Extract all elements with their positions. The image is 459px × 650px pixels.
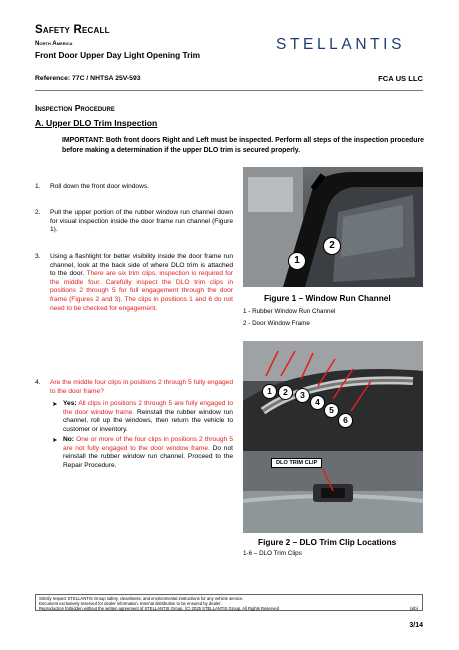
footer-line: Strictly respect STELLANTIS Group safety, cleanliness, and environmental instructions for any vehicle service.	[39, 596, 244, 601]
step-text: Are the middle four clips in positions 2 through 5 fully engaged to the door frame?	[50, 379, 233, 395]
important-note: IMPORTANT: Both front doors Right and Left must be inspected. Perform all steps of the inspection procedure before making a determination if the upper DLO trim is secured properly.	[62, 137, 424, 154]
stellantis-logo: STELLANTIS	[276, 36, 406, 53]
arrow-bullet-icon: ➤	[52, 437, 58, 444]
callout-5: 5	[324, 403, 339, 418]
header-divider	[35, 90, 423, 91]
callout-1: 1	[262, 384, 277, 399]
section-title: Inspection Procedure	[35, 103, 115, 113]
figure-2-legend: 1-6 – DLO Trim Clips	[243, 550, 302, 557]
footer-line: Document exclusively reserved for dealer information. Internal distribution to be ensured by dealer.	[39, 601, 222, 607]
page-number: 3/14	[409, 622, 423, 629]
reference-number: Reference: 77C / NHTSA 25V-593	[35, 75, 141, 82]
document-title: Safety Recall	[35, 24, 110, 36]
answer-text-red: One or more of the four clips in positions 2 through 5 are not fully engaged to the door window frame.	[63, 436, 233, 452]
figure-1-photo	[243, 167, 423, 287]
footer-code: (xlb)	[409, 606, 418, 611]
company-name: FCA US LLC	[378, 74, 423, 83]
figure-2-caption: Figure 2 – DLO Trim Clip Locations	[258, 537, 397, 547]
document-subtitle: Front Door Upper Day Light Opening Trim	[35, 50, 201, 60]
figure-1-legend: 1 - Rubber Window Run Channel	[243, 308, 336, 315]
callout-2: 2	[323, 237, 341, 255]
step-number: 2.	[35, 209, 41, 216]
step-text	[50, 253, 233, 313]
step-number: 1.	[35, 183, 41, 190]
step-number: 4.	[35, 379, 41, 386]
figure-1-caption: Figure 1 – Window Run Channel	[264, 293, 391, 303]
callout-1: 1	[288, 252, 306, 270]
footer-line: Reproduction forbidden without the written agreement of STELLANTIS Group. (C) 2025 STELLANTIS Group. All Rights Reserved	[39, 606, 279, 612]
step-text-black: Using a flashlight for better visibility inside the door frame run channel, look at the back side of where DLO trim is attached to the door.	[50, 253, 233, 278]
region-label: North America	[35, 40, 73, 47]
answer-text-black: Reinstall the rubber window run channel, roll up the windows, then return the vehicle to customer or inventory.	[63, 408, 233, 433]
callout-4: 4	[310, 395, 325, 410]
callout-3: 3	[295, 388, 310, 403]
footer-notice	[35, 594, 423, 611]
step-text-red: There are six trim clips, inspection is required for the middle four. Carefully inspect the DLO trim clips in positions 2 through 5 for full engagement through the door frame (Figures 2 and 3). The clips in positions 1 and 6 do not need to be checked for engagement.	[50, 270, 233, 312]
dlo-trim-clip-label: DLO TRIM CLIP	[271, 458, 322, 468]
step-number: 3.	[35, 253, 41, 260]
callout-6: 6	[338, 413, 353, 428]
answer-no	[63, 436, 233, 470]
subsection-title: A. Upper DLO Trim Inspection	[35, 118, 158, 128]
answer-yes	[63, 400, 233, 434]
step-text: Roll down the front door windows.	[50, 183, 149, 190]
callout-2: 2	[278, 385, 293, 400]
answer-text-red: All clips in positions 2 through 5 are fully engaged to the door window frame.	[63, 400, 234, 416]
step-text: Pull the upper portion of the rubber window run channel down for visual inspection inside the door frame run channel (Figure 1).	[50, 209, 233, 234]
answer-text-black: Do not reinstall the rubber window run channel. Proceed to the Repair Procedure.	[63, 444, 233, 469]
figure-1-legend: 2 - Door Window Frame	[243, 320, 310, 327]
arrow-bullet-icon: ➤	[52, 401, 58, 408]
figure-2-photo	[243, 341, 423, 533]
answer-label: Yes:	[63, 400, 77, 407]
answer-label: No:	[63, 436, 74, 443]
